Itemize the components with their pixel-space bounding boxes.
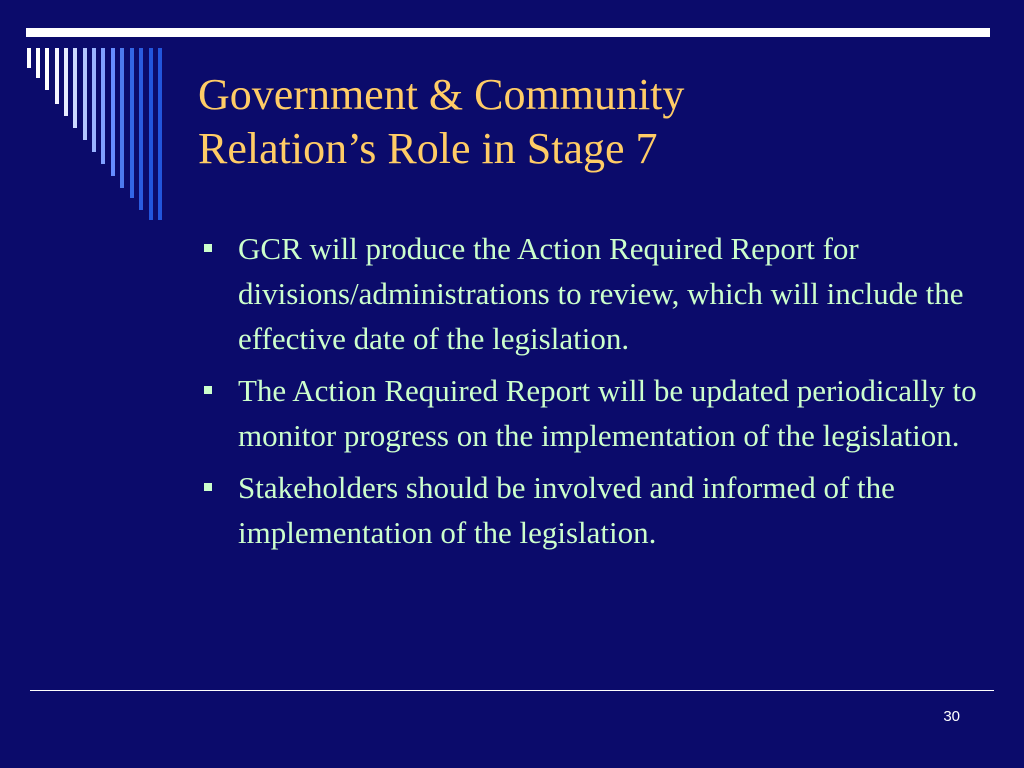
bullet-text: Stakeholders should be involved and informed of the implementation of the legislation. (238, 470, 895, 550)
bullet-item (200, 465, 990, 555)
bottom-rule (30, 690, 994, 691)
stripe (45, 48, 49, 90)
stripe (130, 48, 134, 198)
title-line: Government & Community (198, 70, 685, 119)
stripe (64, 48, 68, 116)
stripe (83, 48, 87, 140)
stripe (139, 48, 143, 210)
page-number: 30 (943, 708, 960, 725)
stripe (111, 48, 115, 176)
title-line: Relation’s Role in Stage 7 (198, 124, 658, 173)
stripe (158, 48, 162, 220)
stripe (149, 48, 153, 220)
square-bullet-icon (204, 483, 212, 491)
stripe (55, 48, 59, 104)
bullet-item (200, 368, 990, 458)
stripe (101, 48, 105, 164)
slide-title (198, 68, 978, 176)
bullet-list (200, 226, 990, 562)
bullet-text: GCR will produce the Action Required Report for divisions/administrations to review, which will include the effective date of the legislation. (238, 231, 964, 356)
stripe (120, 48, 124, 188)
bullet-text: The Action Required Report will be updated periodically to monitor progress on the implementation of the legislation. (238, 373, 977, 453)
decorative-stripes (0, 0, 180, 220)
stripe (36, 48, 40, 78)
square-bullet-icon (204, 386, 212, 394)
square-bullet-icon (204, 244, 212, 252)
bullet-item (200, 226, 990, 361)
stripe (27, 48, 31, 68)
stripe (92, 48, 96, 152)
stripe (73, 48, 77, 128)
